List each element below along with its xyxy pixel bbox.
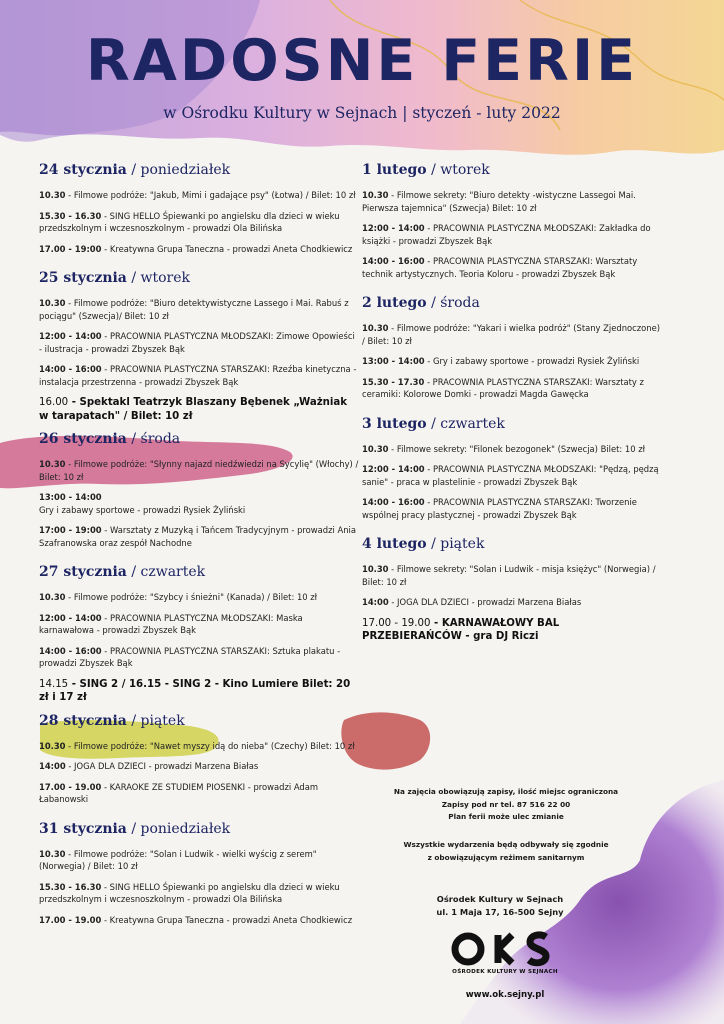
day-heading: 27 stycznia / czwartek: [39, 564, 206, 580]
event-item: 10.30 - Filmowe podróże: "Nawet myszy idą do nieba" (Czechy) Bilet: 10 zł: [39, 740, 355, 751]
day-heading: 2 lutego / środa: [362, 295, 480, 311]
day-heading: 1 lutego / wtorek: [362, 162, 490, 178]
event-item: 14:00 - 16:00 - PRACOWNIA PLASTYCZNA STARSZAKI: Tworzenie wspólnej pracy plastycznej - prowadzi Zbyszek Bąk: [362, 497, 637, 520]
day-heading: 4 lutego / piątek: [362, 536, 485, 552]
event-item: 14:00 - JOGA DLA DZIECI - prowadzi Marzena Białas: [39, 761, 259, 771]
event-item: 12:00 - 14:00 - PRACOWNIA PLASTYCZNA MŁODSZAKI: Maska karnawałowa - prowadzi Zbyszek Bąk: [39, 612, 303, 635]
event-item: 14:00 - 16:00 - PRACOWNIA PLASTYCZNA STARSZAKI: Sztuka plakatu - prowadzi Zbyszek Bąk: [39, 645, 341, 668]
logo-caption: OŚRODEK KULTURY W SEJNACH: [452, 969, 558, 975]
poster-title: RADOSNE FERIE: [85, 28, 639, 94]
event-item: 10.30 - Filmowe podróże: "Słynny najazd niedźwiedzi na Sycylię" (Włochy) / Bilet: 10 zł: [39, 459, 359, 482]
event-item: 15.30 - 17.30 - PRACOWNIA PLASTYCZNA STARSZAKI: Warsztaty z ceramiki: Kolorowe Domki - prowadzi Magda Gawęcka: [362, 376, 644, 399]
event-item: 17.00 - 19.00 - Kreatywna Grupa Taneczna - prowadzi Aneta Chodkiewicz: [39, 914, 353, 925]
sanitary-notice: Wszystkie wydarzenia będą odbywały się zgodnie z obowiązującym reżimem sanitarnym: [403, 840, 609, 862]
event-item: 14:00 - 16:00 - PRACOWNIA PLASTYCZNA STARSZAKI: Warsztaty technik artystycznych. Teoria Koloru - prowadzi Zbyszek Bąk: [362, 256, 638, 279]
day-heading: 25 stycznia / wtorek: [39, 270, 191, 286]
event-item: 12:00 - 14:00 - PRACOWNIA PLASTYCZNA MŁODSZAKI: Zimowe Opowieści - ilustracja - prowadzi Zbyszek Bąk: [39, 331, 355, 354]
highlight-event-cinema: 14.15 - SING 2 / 16.15 - SING 2 - Kino Lumiere Bilet: 20 zł i 17 zł: [39, 678, 351, 703]
day-heading: 3 lutego / czwartek: [362, 415, 505, 432]
day-heading: 26 stycznia / środa: [39, 431, 181, 447]
event-item: 10.30 - Filmowe podróże: "Biuro detektywistyczne Lassego i Mai. Rabuś z pociągu" (Szwecja)/ Bilet: 10 zł: [39, 298, 349, 321]
event-item: 14:00 - 16:00 - PRACOWNIA PLASTYCZNA STARSZAKI: Rzeźba kinetyczna - instalacja przestrzenna - prowadzi Zbyszek Bąk: [39, 364, 357, 387]
day-heading: 31 stycznia / poniedziałek: [39, 820, 231, 837]
event-item: 10.30 - Filmowe sekrety: "Filonek bezogonek" (Szwecja) Bilet: 10 zł: [362, 443, 646, 454]
day-heading: 28 stycznia / piątek: [39, 712, 185, 729]
schedule-column-february: [362, 162, 662, 652]
event-item: 10.30 - Filmowe podróże: "Solan i Ludwik - wielki wyścig z serem" (Norwegia) / Bilet: 10 zł: [39, 848, 317, 871]
schedule-column-january: [39, 162, 359, 934]
event-item: 17.00 - 19.00 - KARAOKE ZE STUDIEM PIOSENKI - prowadzi Adam Łabanowski: [39, 781, 319, 804]
event-item: 12:00 - 14:00 - PRACOWNIA PLASTYCZNA MŁODSZAKI: Zakładka do książki - prowadzi Zbyszek Bąk: [362, 223, 651, 246]
poster-subtitle: w Ośrodku Kultury w Sejnach | styczeń - luty 2022: [163, 104, 561, 122]
event-item: 15.30 - 16.30 - SING HELLO Śpiewanki po angielsku dla dzieci w wieku przedszkolnym i wczesnoszkolnym - prowadzi Ola Bilińska: [39, 881, 340, 904]
event-item: 10.30 - Filmowe podróże: "Yakari i wielka podróż" (Stany Zjednoczone) / Bilet: 10 zł: [362, 323, 660, 346]
day-heading: 24 stycznia / poniedziałek: [39, 162, 231, 178]
event-item: 10.30 - Filmowe sekrety: "Solan i Ludwik - misja księżyc" (Norwegia) / Bilet: 10 zł: [362, 564, 656, 587]
event-item: 13:00 - 14:00 - Gry i zabawy sportowe - prowadzi Rysiek Żyliński: [362, 356, 640, 366]
event-item: 14:00 - JOGA DLA DZIECI - prowadzi Marzena Białas: [362, 597, 582, 607]
event-item: 17:00 - 19:00 - Warsztaty z Muzyką i Tańcem Tradycyjnym - prowadzi Ania Szafranowska oraz zespół Nachodne: [39, 525, 356, 548]
event-item: 12:00 - 14:00 - PRACOWNIA PLASTYCZNA MŁODSZAKI: "Pędzą, pędzą sanie" - praca w plastelinie - prowadzi Zbyszek Bąk: [362, 464, 659, 487]
event-item: 10.30 - Filmowe podróże: "Szybcy i śnieżni" (Kanada) / Bilet: 10 zł: [39, 592, 318, 602]
website-link[interactable]: www.ok.sejny.pl: [465, 990, 545, 1000]
event-item: 10.30 - Filmowe podróże: "Jakub, Mimi i gadające psy" (Łotwa) / Bilet: 10 zł: [39, 190, 356, 200]
event-item: 10.30 - Filmowe sekrety: "Biuro detekty -wistyczne Lassegoi Mai. Pierwsza tajemnica" (Szwecja) Bilet: 10 zł: [362, 190, 636, 213]
event-item: 15.30 - 16.30 - SING HELLO Śpiewanki po angielsku dla dzieci w wieku przedszkolnym i wczesnoszkolnym - prowadzi Ola Bilińska: [39, 210, 340, 233]
highlight-event-theatre: 16.00 - Spektakl Teatrzyk Blaszany Bębenek „Ważniak w tarapatach" / Bilet: 10 zł: [39, 397, 348, 422]
registration-notice: Na zajęcia obowiązują zapisy, ilość miejsc ograniczona Zapisy pod nr tel. 87 516 22 00 Plan ferii może ulec zmianie: [393, 787, 619, 821]
event-item: 13:00 - 14:00 Gry i zabawy sportowe - prowadzi Rysiek Żyliński: [39, 492, 246, 515]
event-item: 17.00 - 19:00 - Kreatywna Grupa Taneczna - prowadzi Aneta Chodkiewicz: [39, 243, 353, 254]
organizer-address: Ośrodek Kultury w Sejnach ul. 1 Maja 17, 16-500 Sejny: [436, 894, 564, 917]
highlight-event-carnival-ball: 17.00 - 19.00 - KARNAWAŁOWY BAL PRZEBIERAŃCÓW - gra DJ Riczi: [362, 617, 560, 642]
